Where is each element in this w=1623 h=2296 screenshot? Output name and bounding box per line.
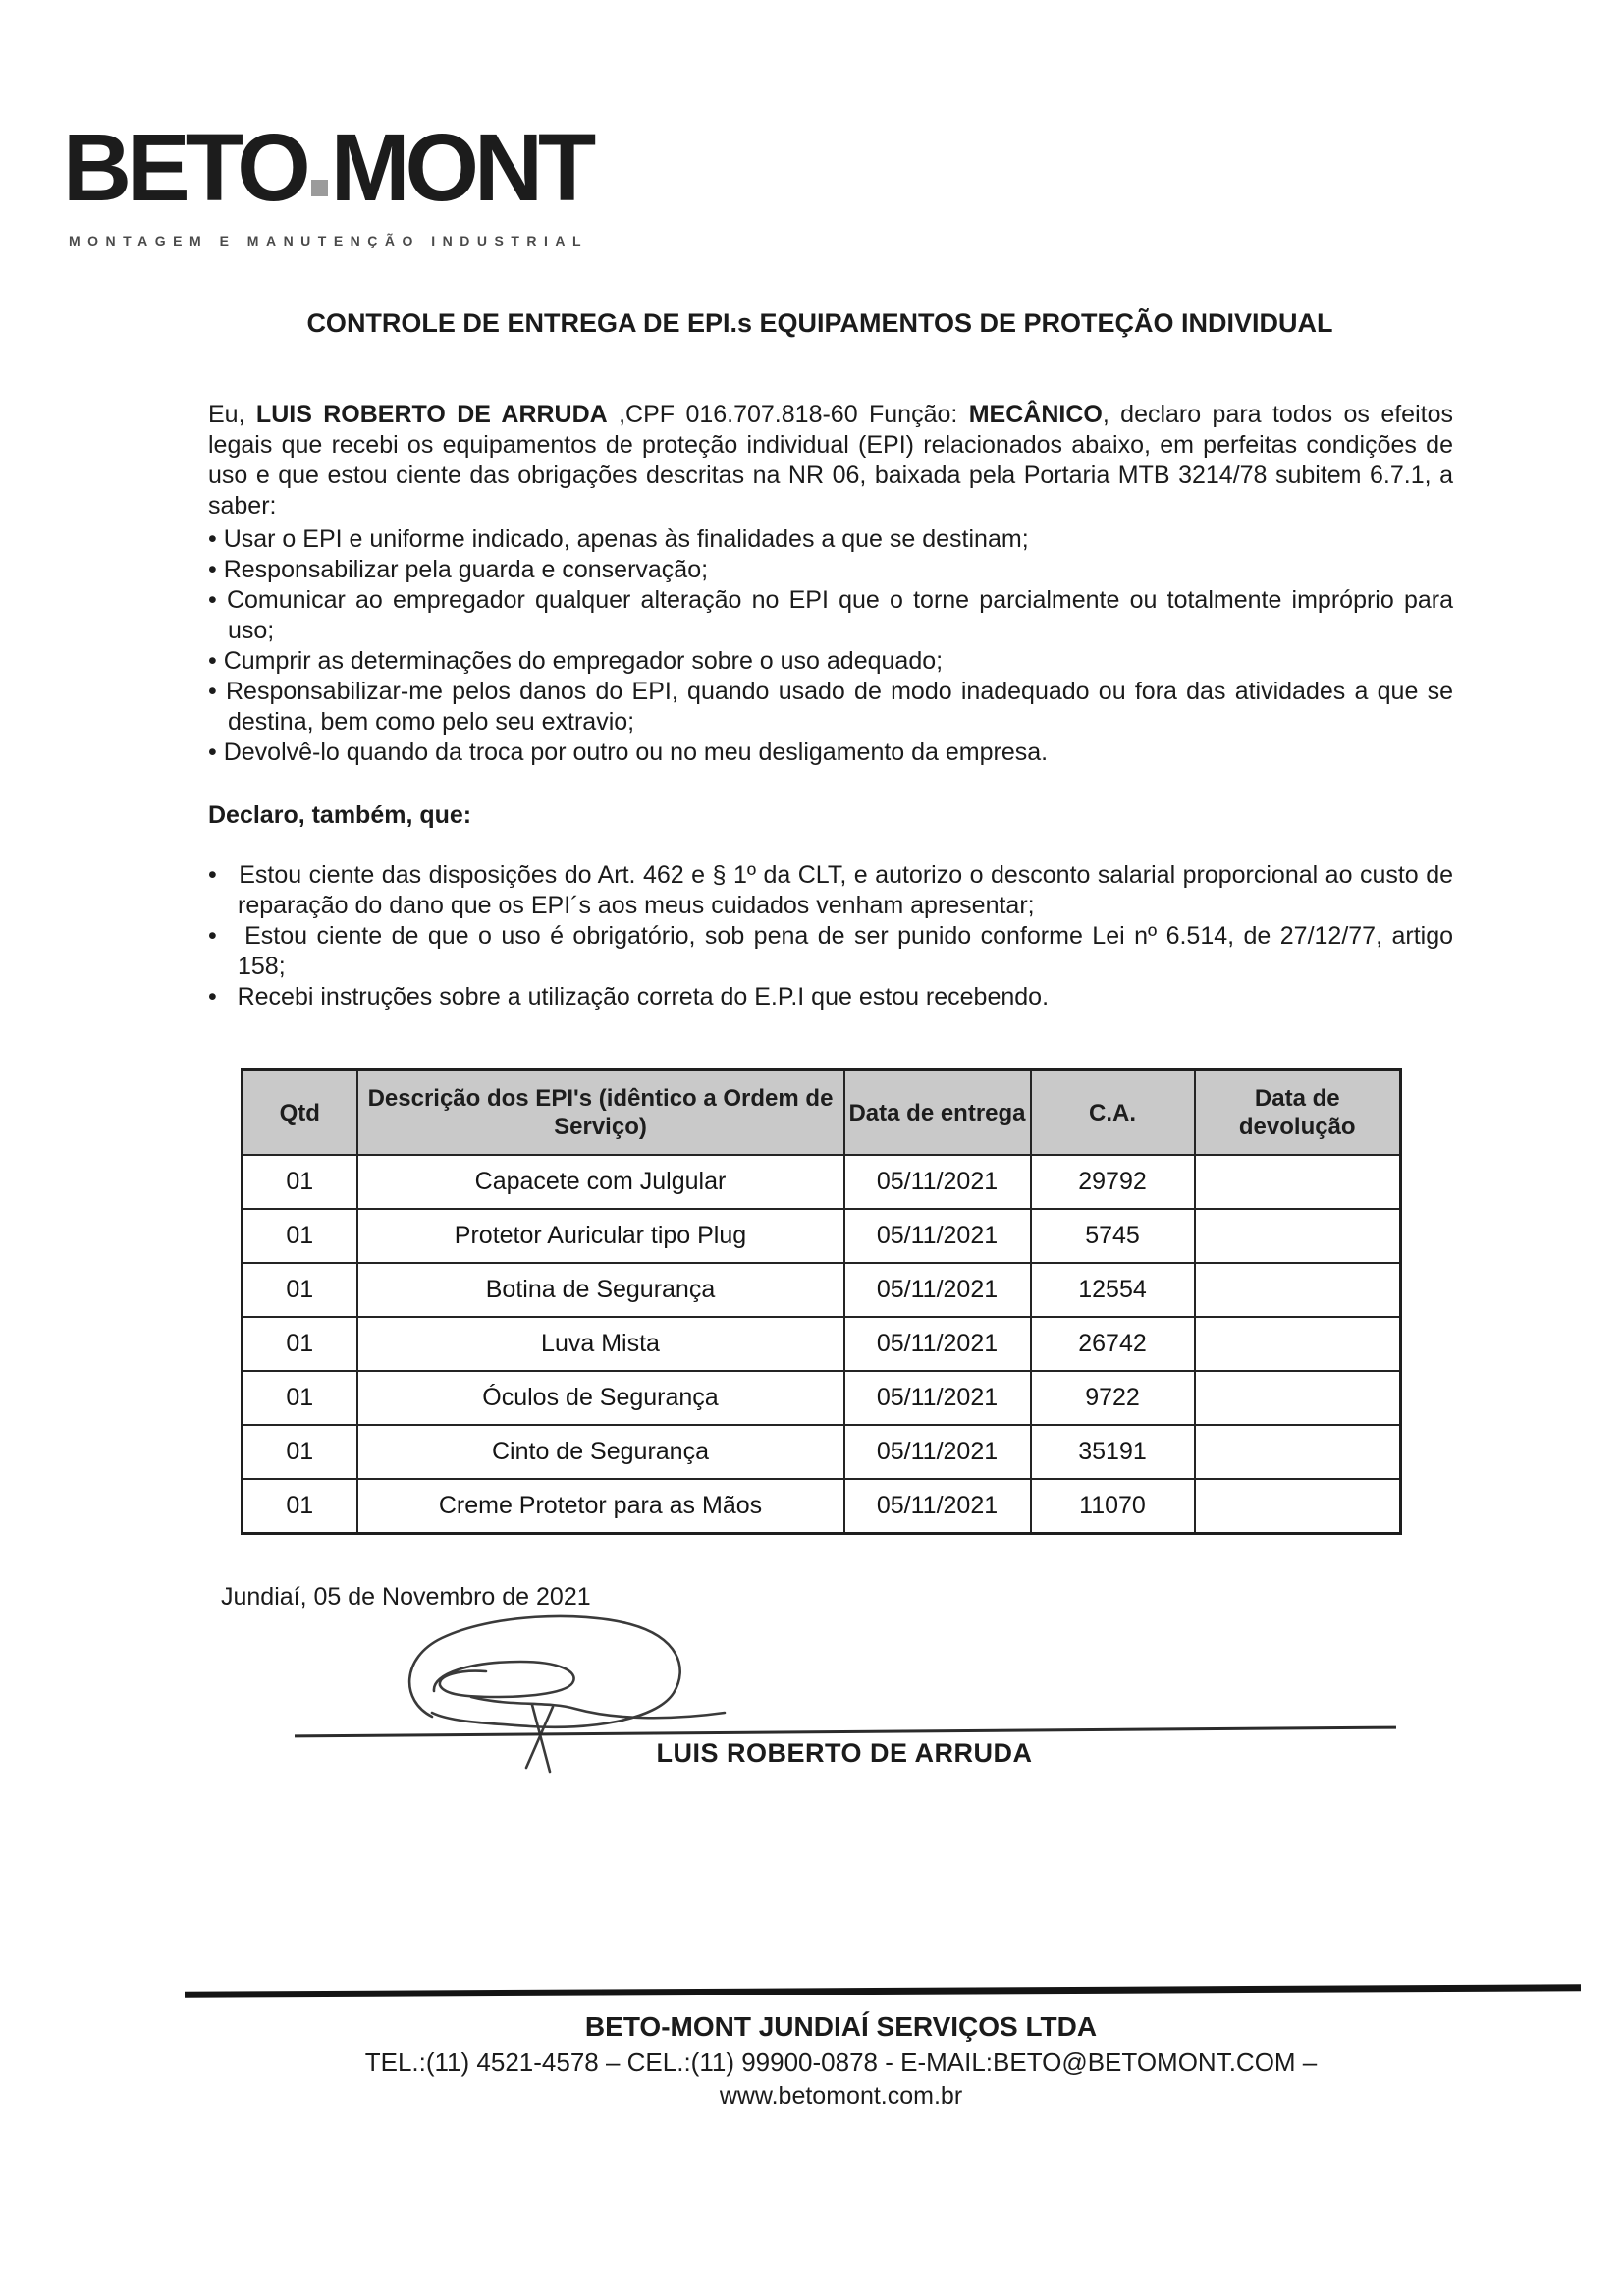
table-cell: 11070 [1031,1479,1195,1534]
table-cell: 01 [243,1371,357,1425]
table-cell: Capacete com Julgular [357,1155,844,1209]
employee-role: MECÂNICO [968,401,1103,428]
declaration-item: • Estou ciente de que o uso é obrigatório, sob pena de ser punido conforme Lei nº 6.514, de 27/12/77, artigo 158; [208,921,1453,982]
table-cell: 01 [243,1263,357,1317]
logo-word-left: BETO [63,114,306,221]
table-row [243,1479,1401,1534]
table-cell: 01 [243,1155,357,1209]
table-cell: 05/11/2021 [844,1371,1031,1425]
table-header-cell: C.A. [1031,1070,1195,1156]
footer-contacts: TEL.:(11) 4521-4578 – CEL.:(11) 99900-0878 - E-MAIL:BETO@BETOMONT.COM – [364,2048,1318,2077]
table-cell: 01 [243,1209,357,1263]
table-header-cell: Descrição dos EPI's (idêntico a Ordem de Serviço) [357,1070,844,1156]
epi-table [241,1068,1402,1535]
table-header-cell: Data de entrega [844,1070,1031,1156]
table-cell: Protetor Auricular tipo Plug [357,1209,844,1263]
table-cell: 05/11/2021 [844,1209,1031,1263]
table-row [243,1425,1401,1479]
footer-rule [185,1984,1581,1997]
table-cell: 5745 [1031,1209,1195,1263]
table-cell: 05/11/2021 [844,1317,1031,1371]
document-title: CONTROLE DE ENTREGA DE EPI.s EQUIPAMENTOS DE PROTEÇÃO INDIVIDUAL [306,308,1333,338]
logo-dot-icon [311,180,328,196]
declaration-item: • Estou ciente das disposições do Art. 462 e § 1º da CLT, e autorizo o desconto salarial proporcional ao custo de reparação do dano que os EPI´s aos meus cuidados venham apresentar; [208,860,1453,921]
declarations-list [208,860,1453,1012]
table-cell: 01 [243,1479,357,1534]
table-cell: 9722 [1031,1371,1195,1425]
table-cell: 05/11/2021 [844,1425,1031,1479]
table-header-row [243,1070,1401,1156]
table-cell: 12554 [1031,1263,1195,1317]
intro-post: , declaro para todos os efeitos legais que recebi os equipamentos de proteção individual (EPI) relacionados abaixo, em perfeitas condições de uso e que estou ciente das obrigações descritas na NR 06, baixada pela Portaria MTB 3214/78 subitem 6.7.1, a saber: [208,401,1453,519]
obligation-item: • Cumprir as determinações do empregador sobre o uso adequado; [208,646,1453,677]
table-header-cell: Qtd [243,1070,357,1156]
epi-table-wrap [241,1068,1402,1535]
table-row [243,1209,1401,1263]
company-logo [63,114,592,248]
table-cell: Creme Protetor para as Mãos [357,1479,844,1534]
intro-mid: ,CPF 016.707.818-60 Função: [607,401,969,428]
table-cell: 26742 [1031,1317,1195,1371]
table-cell [1195,1155,1401,1209]
table-cell [1195,1317,1401,1371]
table-cell: 35191 [1031,1425,1195,1479]
table-cell: 05/11/2021 [844,1479,1031,1534]
declaration-item: • Recebi instruções sobre a utilização correta do E.P.I que estou recebendo. [208,982,1453,1012]
footer-website: www.betomont.com.br [719,2082,963,2109]
table-cell: Cinto de Segurança [357,1425,844,1479]
epi-table-body [243,1155,1401,1534]
intro-pre: Eu, [208,401,256,428]
dateline: Jundiaí, 05 de Novembro de 2021 [221,1583,591,1611]
logo-word-right: MONT [330,114,592,221]
employee-name: LUIS ROBERTO DE ARRUDA [255,401,608,428]
logo-wordmark [63,114,592,221]
epi-table-head [243,1070,1401,1156]
table-cell: Óculos de Segurança [357,1371,844,1425]
table-cell [1195,1371,1401,1425]
table-row [243,1317,1401,1371]
obligation-item: • Responsabilizar-me pelos danos do EPI, quando usado de modo inadequado ou fora das atividades a que se destina, bem como pelo seu extravio; [208,677,1453,738]
table-cell: 01 [243,1317,357,1371]
table-cell [1195,1263,1401,1317]
table-cell: Botina de Segurança [357,1263,844,1317]
table-cell [1195,1479,1401,1534]
table-cell: 05/11/2021 [844,1263,1031,1317]
logo-tagline: MONTAGEM E MANUTENÇÃO INDUSTRIAL [69,233,589,248]
table-row [243,1371,1401,1425]
table-cell: 29792 [1031,1155,1195,1209]
intro-paragraph [208,400,1453,521]
table-header-cell: Data de devolução [1195,1070,1401,1156]
obligation-item: • Comunicar ao empregador qualquer alteração no EPI que o torne parcialmente ou totalmente impróprio para uso; [208,585,1453,646]
table-cell [1195,1209,1401,1263]
declare-heading: Declaro, também, que: [208,801,472,829]
signature-name: LUIS ROBERTO DE ARRUDA [656,1738,1033,1768]
table-row [243,1155,1401,1209]
footer-company: BETO-MONT JUNDIAÍ SERVIÇOS LTDA [584,2011,1098,2042]
document-body [208,400,1453,1012]
table-cell: Luva Mista [357,1317,844,1371]
obligation-item: • Responsabilizar pela guarda e conservação; [208,555,1453,585]
table-cell: 05/11/2021 [844,1155,1031,1209]
obligations-list [208,524,1453,768]
obligation-item: • Usar o EPI e uniforme indicado, apenas às finalidades a que se destinam; [208,524,1453,555]
obligation-item: • Devolvê-lo quando da troca por outro ou no meu desligamento da empresa. [208,738,1453,768]
table-row [243,1263,1401,1317]
table-cell: 01 [243,1425,357,1479]
table-cell [1195,1425,1401,1479]
